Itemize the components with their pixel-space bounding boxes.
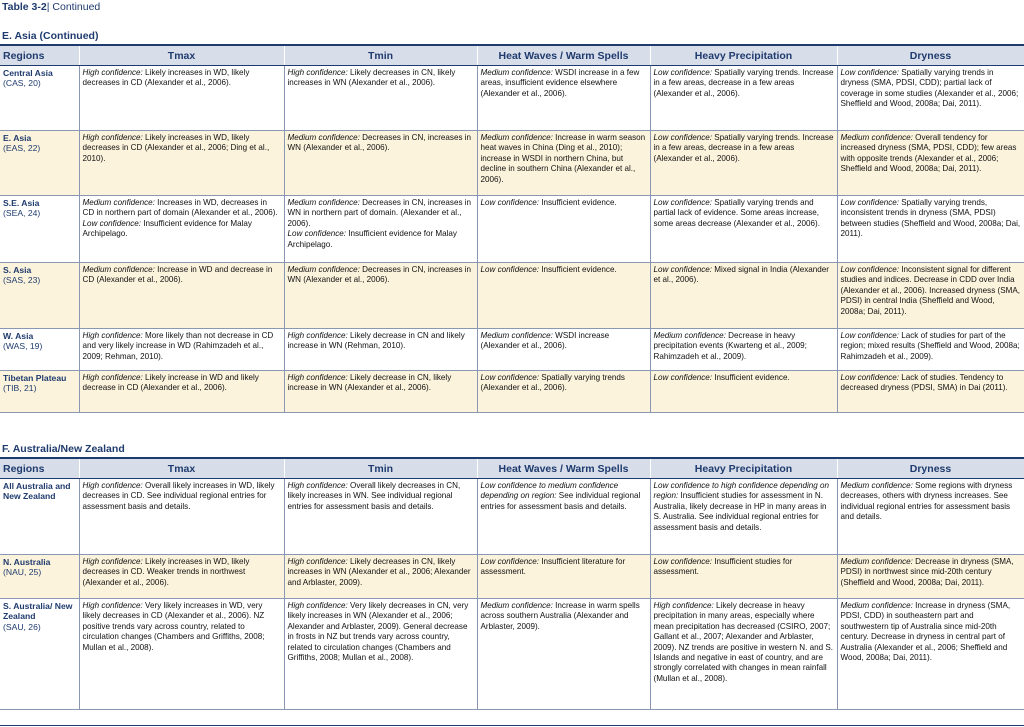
column-header: Tmin	[284, 458, 477, 479]
cell-text: Low confidence: Insufficient evidence.	[480, 198, 617, 207]
table-cell	[837, 196, 1024, 263]
region-code: (SEA, 24)	[3, 208, 41, 219]
cell-text: Medium confidence: Decrease in heavy precipitation events (Kwarteng et al., 2009; Rahimzadeh et al., 2009).	[653, 331, 807, 361]
table-cell	[79, 66, 284, 131]
region-cell	[0, 329, 79, 371]
column-header: Heavy Precipitation	[650, 45, 837, 66]
region-cell	[0, 196, 79, 263]
region-name: S. Australia/ New Zealand	[3, 601, 73, 622]
cell-text: Medium confidence: Some regions with dryness decreases, others with dryness increases. See individual regional entries for assessment basis and details.	[840, 481, 1013, 522]
table-cell	[650, 263, 837, 329]
table-caption	[2, 1, 100, 13]
region-name: W. Asia	[3, 331, 34, 341]
region-code: (CAS, 20)	[3, 78, 41, 89]
cell-text: Low confidence: Inconsistent signal for different studies and indices. Decrease in CDD over India (Alexander et al., 2006). Increased dryness (SMA, PDSI) in central India (Sheffield and Wood, 2008a; Dai, 2011).	[840, 265, 1020, 316]
table-caption-suffix: | Continued	[46, 1, 101, 13]
table-cell	[79, 196, 284, 263]
table-row	[0, 555, 1024, 599]
cell-text: Low confidence: Mixed signal in India (Alexander et al., 2006).	[653, 265, 829, 285]
region-code: (SAU, 26)	[3, 621, 41, 632]
table-cell	[650, 599, 837, 710]
column-header: Regions	[0, 45, 79, 66]
table-cell	[650, 371, 837, 413]
table-cell	[284, 479, 477, 555]
table-cell	[284, 329, 477, 371]
table-cell	[650, 66, 837, 131]
table-cell	[477, 555, 650, 599]
cell-text: Medium confidence: Decreases in CN, increases in WN (Alexander et al., 2006).	[287, 265, 472, 285]
column-header: Dryness	[837, 458, 1024, 479]
cell-text: Medium confidence: Decrease in dryness (SMA, PDSI) in northwest since mid-20th century (Sheffield and Wood, 2008a; Dai, 2011).	[840, 557, 1014, 587]
table-row	[0, 329, 1024, 371]
table-cell	[477, 371, 650, 413]
cell-text: Low confidence: Spatially varying trends, inconsistent trends in dryness (SMA, PDSI) between studies (Sheffield and Wood, 2008a; Dai, 2011).	[840, 198, 1021, 239]
table-cell	[837, 599, 1024, 710]
cell-text: High confidence: Likely increase in WD and likely decrease in CD (Alexander et al., 2006).	[82, 373, 259, 393]
region-cell	[0, 66, 79, 131]
table-row	[0, 263, 1024, 329]
cell-text: Low confidence: Spatially varying trends and partial lack of evidence. Some areas increase, some areas decrease (Alexander et al., 2006).	[653, 198, 820, 228]
cell-text: Medium confidence: Overall tendency for increased dryness (SMA, PDSI, CDD); few areas with opposite trends (Alexander et al., 2006; Sheffield and Wood, 2008a; Dai, 2011).	[840, 133, 1017, 174]
cell-text: Low confidence: Spatially varying trends. Increase in a few areas, decrease in a few areas (Alexander et al., 2006).	[653, 68, 834, 98]
table-caption-label: Table 3-2	[2, 1, 47, 13]
table-cell	[79, 371, 284, 413]
region-name: S. Asia	[3, 265, 32, 275]
table-row	[0, 371, 1024, 413]
table-cell	[477, 131, 650, 196]
table-cell	[284, 599, 477, 710]
cell-text: Low confidence: Insufficient evidence for Malay Archipelago.	[287, 229, 457, 249]
table-cell	[284, 263, 477, 329]
column-header: Regions	[0, 458, 79, 479]
cell-text: High confidence: Likely decrease in CN, likely increase in WN (Alexander et al., 2006).	[287, 373, 452, 393]
table-cell	[79, 599, 284, 710]
region-name: E. Asia	[3, 133, 32, 143]
cell-text: High confidence: Likely increases in WD, likely decreases in CD. Weaker trends in northwest (Alexander et al., 2006).	[82, 557, 250, 587]
column-header: Heat Waves / Warm Spells	[477, 45, 650, 66]
region-code: (SAS, 23)	[3, 275, 41, 286]
cell-text: High confidence: Likely decrease in heavy precipitation in many areas, especially where mean precipitation has decreased (CSIRO, 2007; Gallant et al., 2007; Alexander and Arblaster, 2009). NZ trends are positive in western N. and S. Islands and negative in east of country, and are strongly correlated with changes in mean rainfall (Mullan et al., 2008).	[653, 601, 833, 683]
cell-text: Low confidence: Insufficient evidence for Malay Archipelago.	[82, 218, 252, 239]
table-cell	[477, 479, 650, 555]
table-cell	[284, 371, 477, 413]
cell-text: Low confidence to medium confidence depending on region: See individual regional entries for assessment basis and details.	[480, 481, 641, 511]
cell-text: Low confidence: Spatially varying trends (Alexander et al., 2006).	[480, 373, 625, 393]
table-cell	[284, 555, 477, 599]
table-cell	[79, 555, 284, 599]
table-cell	[79, 131, 284, 196]
cell-text: Low confidence: Insufficient studies for assessment.	[653, 557, 793, 577]
table-row	[0, 196, 1024, 263]
table-cell	[477, 196, 650, 263]
region-cell	[0, 555, 79, 599]
table-cell	[79, 329, 284, 371]
column-header: Dryness	[837, 45, 1024, 66]
table-australia-new-zealand	[0, 457, 1024, 710]
table-cell	[650, 196, 837, 263]
table-cell	[837, 479, 1024, 555]
table-cell	[650, 479, 837, 555]
cell-text: High confidence: Likely increases in WD, likely decreases in CD (Alexander et al., 2006).	[82, 68, 250, 88]
column-header: Tmin	[284, 45, 477, 66]
cell-text: Low confidence: Insufficient literature for assessment.	[480, 557, 626, 577]
table-header-row	[0, 45, 1024, 66]
cell-text: Low confidence: Insufficient evidence.	[653, 373, 790, 382]
table-cell	[284, 131, 477, 196]
table-cell	[837, 263, 1024, 329]
cell-text: Medium confidence: Increase in dryness (SMA, PDSI, CDD) in southeastern part and southwestern tip of Australia since mid-20th century. Decrease in dryness in central part of Australia (Alexander et al., 2006; Sheffield and Wood, 2008a; Dai, 2011).	[840, 601, 1011, 663]
cell-text: Medium confidence: Increase in warm season heat waves in China (Ding et al., 2010); increase in WSDI in northern China, but decline in southern China (Alexander et al., 2006).	[480, 133, 646, 184]
table-cell	[837, 329, 1024, 371]
cell-text: Low confidence to high confidence depending on region: Insufficient studies for assessment in N. Australia, likely decrease in HP in many areas in S. Australia. See individual regional entries for assessment basis and details.	[653, 481, 830, 532]
cell-text: Medium confidence: Increase in warm spells across southern Australia (Alexander and Arblaster, 2009).	[480, 601, 640, 631]
cell-text: Medium confidence: WSDI increase in a few areas, insufficient evidence elsewhere (Alexander et al., 2006).	[480, 68, 640, 98]
table-cell	[284, 196, 477, 263]
cell-text: High confidence: Overall likely increases in WD, likely decreases in CD. See individual regional entries for assessment basis and details.	[82, 481, 275, 511]
table-row	[0, 131, 1024, 196]
table-cell	[477, 66, 650, 131]
table-cell	[79, 479, 284, 555]
table-cell	[477, 263, 650, 329]
table-cell	[837, 131, 1024, 196]
table-row	[0, 66, 1024, 131]
region-code: (TIB, 21)	[3, 383, 37, 394]
cell-text: High confidence: Very likely decreases in CN, very likely increases in WN (Alexander et al., 2006; Alexander and Arblaster, 2009). General decrease in frosts in NZ but trends vary across country, related to circulation changes (Chambers and Griffiths, 2008; Mullan et al., 2008).	[287, 601, 469, 663]
column-header: Tmax	[79, 458, 284, 479]
table-east-asia	[0, 44, 1024, 413]
cell-text: High confidence: Likely decreases in CN, likely increases in WN (Alexander et al., 2006; Alexander and Arblaster, 2009).	[287, 557, 471, 587]
cell-text: High confidence: Overall likely decreases in CN, likely increases in WN. See individual regional entries for assessment basis and details.	[287, 481, 461, 511]
column-header: Heavy Precipitation	[650, 458, 837, 479]
cell-text: High confidence: Likely decrease in CN and likely increase in WN (Rehman, 2010).	[287, 331, 465, 351]
region-name: N. Australia	[3, 557, 51, 567]
region-code: (NAU, 25)	[3, 567, 42, 578]
cell-text: Medium confidence: Increase in WD and decrease in CD (Alexander et al., 2006).	[82, 265, 273, 285]
table-row	[0, 599, 1024, 710]
region-code: (EAS, 22)	[3, 143, 41, 154]
table-cell	[837, 371, 1024, 413]
table-cell	[650, 131, 837, 196]
table-cell	[650, 329, 837, 371]
region-cell	[0, 131, 79, 196]
region-name: Tibetan Plateau	[3, 373, 67, 383]
cell-text: Medium confidence: Decreases in CN, increases in WN in northern part of domain. (Alexander et al., 2006).	[287, 198, 472, 228]
cell-text: Low confidence: Spatially varying trends. Increase in a few areas, decrease in a few areas (Alexander et al., 2006).	[653, 133, 834, 163]
table-cell	[837, 66, 1024, 131]
cell-text: Medium confidence: Increases in WD, decreases in CD in northern part of domain (Alexander et al., 2006).	[82, 198, 278, 218]
cell-text: Medium confidence: Decreases in CN, increases in WN (Alexander et al., 2006).	[287, 133, 472, 153]
section-f-title: F. Australia/New Zealand	[2, 443, 125, 455]
column-header: Heat Waves / Warm Spells	[477, 458, 650, 479]
region-cell	[0, 479, 79, 555]
cell-text: Low confidence: Lack of studies for part of the region; mixed results (Sheffield and Wood, 2008a; Rahimzadeh et al., 2009).	[840, 331, 1020, 361]
cell-text: High confidence: Likely decreases in CN, likely increases in WN (Alexander et al., 2006).	[287, 68, 456, 88]
table-cell	[284, 66, 477, 131]
cell-text: Medium confidence: WSDI increase (Alexander et al., 2006).	[480, 331, 610, 351]
section-e-title: E. Asia (Continued)	[2, 30, 99, 42]
table-header-row	[0, 458, 1024, 479]
cell-text: Low confidence: Spatially varying trends in dryness (SMA, PDSI, CDD); partial lack of coverage in some studies (Alexander et al., 2006; Sheffield and Wood, 2008a; Dai, 2011).	[840, 68, 1019, 109]
cell-text: Low confidence: Lack of studies. Tendency to decreased dryness (PDSI, SMA) in Dai (2011).	[840, 373, 1008, 393]
region-cell	[0, 263, 79, 329]
table-cell	[650, 555, 837, 599]
table-cell	[477, 599, 650, 710]
region-name: Central Asia	[3, 68, 53, 78]
cell-text: Low confidence: Insufficient evidence.	[480, 265, 617, 274]
table-cell	[477, 329, 650, 371]
region-code: (WAS, 19)	[3, 341, 43, 352]
region-cell	[0, 371, 79, 413]
column-header: Tmax	[79, 45, 284, 66]
table-row	[0, 479, 1024, 555]
cell-text: High confidence: More likely than not decrease in CD and very likely increase in WD (Rahimzadeh et al., 2009; Rehman, 2010).	[82, 331, 274, 361]
cell-text: High confidence: Very likely increases in WD, very likely decreases in CD (Alexander et al., 2006). NZ positive trends vary across country, related to circulation changes (Chambers and Griffiths, 2008; Mullan et al., 2008).	[82, 601, 265, 652]
table-bottom-rule	[0, 725, 1024, 726]
region-cell	[0, 599, 79, 710]
region-name: All Australia and New Zealand	[3, 481, 71, 502]
table-cell	[79, 263, 284, 329]
cell-text: High confidence: Likely increases in WD, likely decreases in CD (Alexander et al., 2006; Ding et al., 2010).	[82, 133, 270, 163]
table-cell	[837, 555, 1024, 599]
region-name: S.E. Asia	[3, 198, 40, 208]
